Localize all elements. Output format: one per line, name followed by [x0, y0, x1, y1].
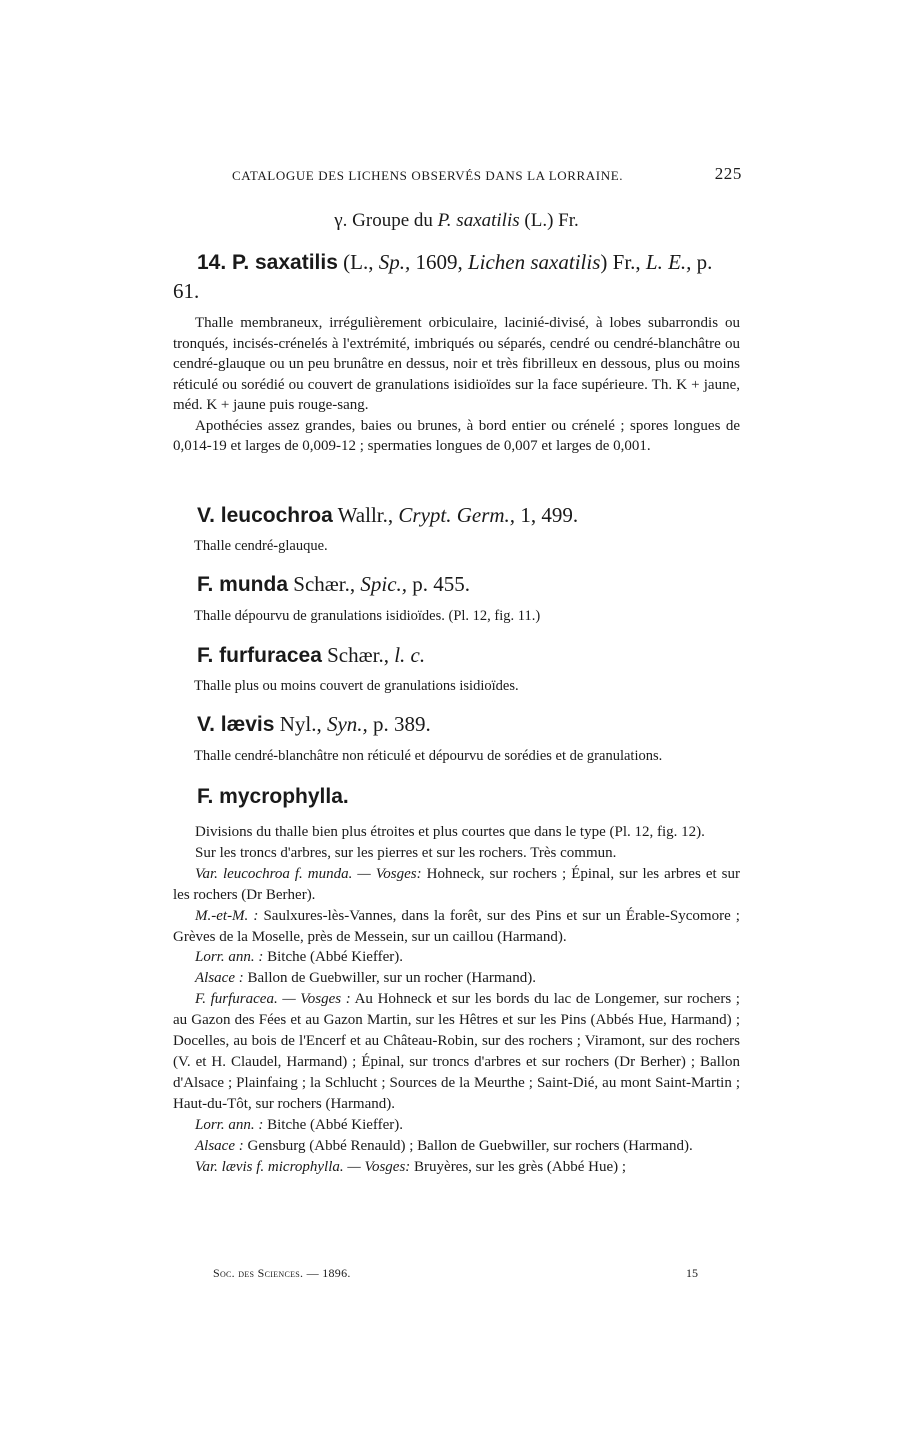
locality-text: Bruyères, sur les grès (Abbé Hue) ; — [410, 1158, 627, 1175]
description-paragraph: Apothécies assez grandes, baies ou brunes, à bord entier ou crénelé ; spores longues de 0,014-19 et larges de 0,009-12 ; spermaties longues de 0,007 et larges de 0,001. — [173, 417, 740, 454]
species-heading — [173, 248, 740, 306]
variety-ref: Syn., — [326, 712, 368, 736]
locality-lead: Alsace : — [195, 1137, 244, 1154]
variety-ref: l. c. — [394, 643, 426, 667]
variety-rank: F. furfuracea — [197, 644, 322, 667]
localities-block — [173, 822, 740, 1177]
group-prefix: γ. Groupe du — [334, 210, 438, 231]
species-description — [173, 313, 740, 457]
locality-entry — [173, 1115, 740, 1136]
variety-description: Thalle dépourvu de granulations isidioïdes. (Pl. 12, fig. 11.) — [194, 608, 541, 624]
variety-author: Wallr., — [332, 503, 399, 527]
variety-ref: Spic., — [360, 572, 408, 596]
species-basionym: Lichen saxatilis — [467, 250, 601, 274]
locality-text: Au Hohneck et sur les bords du lac de Longemer, sur rochers ; au Gazon des Fées et au Gazon Martin, sur les Hêtres et sur les Pins (Abbés Hue, Harmand) ; Docelles, au bois de l'Encerf et au Château-Robin, sur des rochers ; Viramont, sur des rochers (V. et H. Claudel, Harmand) ; Épinal, sur troncs d'arbres et sur rochers (Dr Berher) ; Ballon d'Alsace ; Plainfaing ; la Schlucht ; Sources de la Meurthe ; Saint-Dié, au mont Saint-Martin ; Haut-du-Tôt, sur rochers (Harmand). — [173, 991, 740, 1112]
species-ref: Sp., — [378, 250, 411, 274]
locality-lead: Lorr. ann. : — [195, 949, 264, 966]
printer-signature: Soc. des Sciences. — 1896. — [213, 1266, 351, 1280]
locality-lead: Var. leucochroa f. munda. — Vosges: — [195, 865, 422, 882]
variety-page: 1, 499. — [515, 503, 579, 527]
locality-text: Ballon de Guebwiller, sur un rocher (Harmand). — [243, 970, 536, 987]
variety-rank: F. mycrophylla. — [197, 785, 349, 808]
form-description: Divisions du thalle bien plus étroites et plus courtes que dans le type (Pl. 12, fig. 12). — [195, 824, 705, 840]
species-ref-num: 1609, — [410, 250, 468, 274]
locality-entry — [173, 1136, 740, 1157]
locality-entry — [173, 864, 740, 906]
variety-rank: V. lævis — [197, 713, 275, 736]
locality-entry — [173, 968, 740, 989]
locality-lead: Lorr. ann. : — [195, 1116, 264, 1133]
sheet-number: 15 — [686, 1266, 698, 1280]
variety-page: p. 389. — [367, 712, 431, 736]
variety-heading — [197, 503, 578, 528]
locality-lead: Var. lævis f. microphylla. — Vosges: — [195, 1158, 411, 1175]
locality-entry — [173, 947, 740, 968]
species-name: 14. P. saxatilis — [197, 251, 338, 274]
variety-heading — [197, 643, 425, 668]
locality-entry — [173, 906, 740, 948]
page-number: 225 — [714, 164, 742, 183]
group-suffix: (L.) Fr. — [519, 210, 579, 231]
variety-heading — [197, 572, 470, 597]
group-taxon: P. saxatilis — [437, 210, 520, 231]
group-heading — [173, 210, 740, 232]
variety-description: Thalle cendré-blanchâtre non réticulé et dépourvu de sorédies et de granulations. — [194, 748, 663, 764]
locality-text: Bitche (Abbé Kieffer). — [263, 949, 404, 966]
species-author: (L., — [337, 250, 379, 274]
variety-rank: V. leucochroa — [197, 504, 333, 527]
variety-ref: Crypt. Germ., — [398, 503, 516, 527]
variety-author: Schær., — [321, 643, 395, 667]
variety-author: Schær., — [288, 572, 361, 596]
variety-author: Nyl., — [274, 712, 327, 736]
locality-text: Gensburg (Abbé Renauld) ; Ballon de Guebwiller, sur rochers (Harmand). — [243, 1137, 693, 1154]
species-page: p. 61. — [173, 250, 713, 303]
locality-text: Bitche (Abbé Kieffer). — [263, 1116, 404, 1133]
species-work: L. E., — [645, 250, 692, 274]
variety-heading — [197, 712, 431, 737]
locality-lead: F. furfuracea. — Vosges : — [195, 991, 351, 1008]
locality-text: Hohneck, sur rochers ; Épinal, sur les arbres et sur les rochers (Dr Berher). — [173, 865, 740, 903]
variety-heading — [197, 784, 349, 809]
locality-lead: Alsace : — [195, 970, 244, 987]
locality-lead: M.-et-M. : — [195, 907, 259, 924]
variety-description: Thalle plus ou moins couvert de granulations isidioïdes. — [194, 678, 519, 694]
locality-entry — [173, 989, 740, 1114]
habitat: Sur les troncs d'arbres, sur les pierres et sur les rochers. Très commun. — [195, 844, 617, 861]
variety-page: p. 455. — [407, 572, 471, 596]
variety-rank: F. munda — [197, 573, 289, 596]
locality-entry — [173, 1157, 740, 1178]
locality-text: Saulxures-lès-Vannes, dans la forêt, sur des Pins et sur un Érable-Sycomore ; Grèves de la Moselle, près de Messein, sur un caillou (Harmand). — [173, 907, 740, 945]
variety-description: Thalle cendré-glauque. — [194, 538, 328, 554]
species-after: ) Fr., — [600, 250, 646, 274]
description-paragraph: Thalle membraneux, irrégulièrement orbiculaire, lacinié-divisé, à lobes subarrondis ou tronqués, incisés-crénelés à l'extrémité, imbriqués ou séparés, cendré ou cendré-blanchâtre ou cendré-glauque ou un peu brunâtre en dessus, noir et très fibrilleux en dessous, plus ou moins réticulé ou sorédié ou couvert de granulations isidioïdes sur la face supérieure. Th. K + jaune, méd. K + jaune puis rouge-sang. — [173, 315, 740, 413]
running-title: CATALOGUE DES LICHENS OBSERVÉS DANS LA LORRAINE. — [232, 168, 624, 183]
